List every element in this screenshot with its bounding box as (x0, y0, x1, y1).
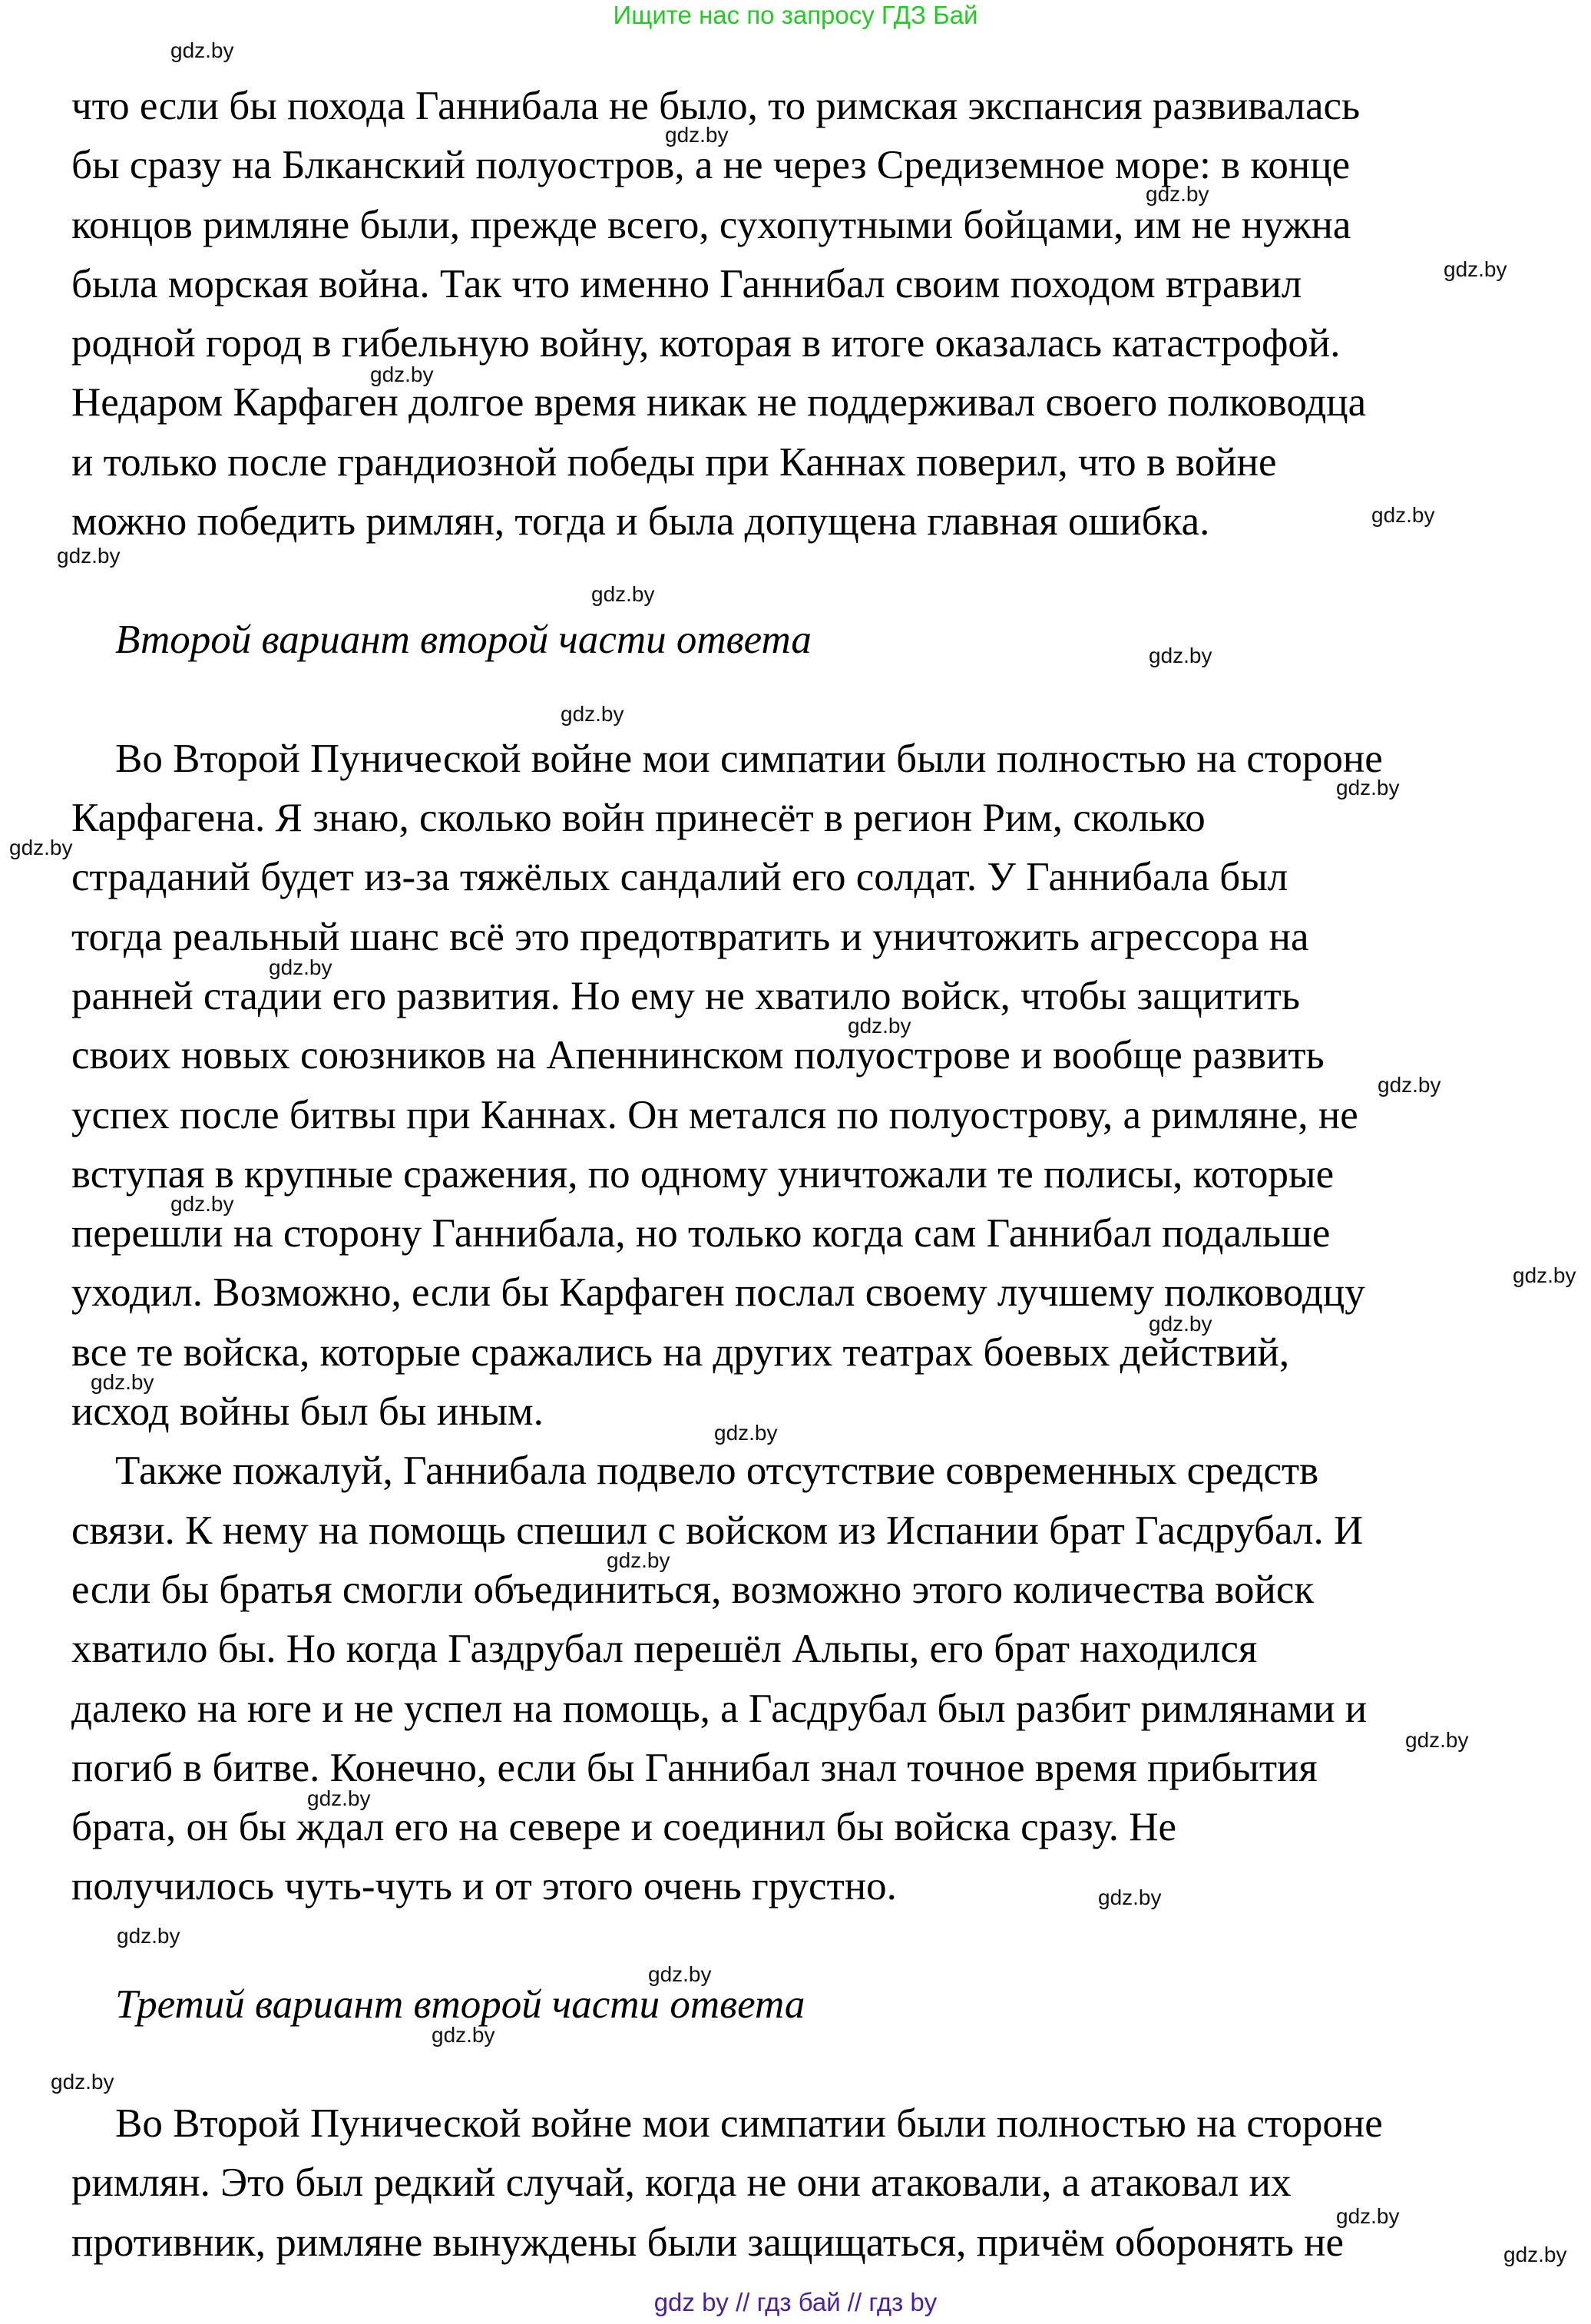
text-line: была морская война. Так что именно Ганнибал своим походом втравил (71, 262, 1302, 306)
watermark: gdz.by (1098, 1885, 1162, 1909)
text-line: перешли на сторону Ганнибала, но только когда сам Ганнибал подальше (71, 1211, 1331, 1256)
text-line: страданий будет из-за тяжёлых сандалий его солдат. У Ганнибала был (71, 855, 1288, 899)
text-line: погиб в битве. Конечно, если бы Ганнибал знал точное время прибытия (71, 1746, 1318, 1790)
text-line: римлян. Это был редкий случай, когда не они атаковали, а атаковал их (71, 2160, 1292, 2205)
watermark: gdz.by (1149, 1312, 1212, 1336)
watermark: gdz.by (170, 1192, 234, 1216)
watermark: gdz.by (1371, 503, 1435, 527)
watermark: gdz.by (269, 955, 332, 979)
watermark: gdz.by (1146, 182, 1209, 206)
text-line: брата, он бы ждал его на севере и соединил бы войска сразу. Не (71, 1805, 1177, 1849)
watermark: gdz.by (370, 363, 434, 386)
watermark: gdz.by (1149, 644, 1212, 667)
watermark: gdz.by (591, 582, 655, 606)
text-line: Во Второй Пунической войне мои симпатии были полностью на стороне (115, 737, 1383, 781)
text-line: тогда реальный шанс всё это предотвратить и уничтожить агрессора на (71, 915, 1309, 959)
watermark: gdz.by (561, 702, 624, 726)
text-line: ранней стадии его развития. Но ему не хватило войск, чтобы защитить (71, 974, 1301, 1018)
watermark: gdz.by (117, 1924, 180, 1948)
text-line: далеко на юге и не успел на помощь, а Гасдрубал был разбит римлянами и (71, 1687, 1368, 1731)
text-line: можно победить римлян, тогда и была допущена главная ошибка. (71, 499, 1210, 544)
text-line: хватило бы. Но когда Газдрубал перешёл Альпы, его брат находился (71, 1627, 1258, 1671)
text-line: если бы братья смогли объединиться, возможно этого количества войск (71, 1568, 1315, 1612)
section-heading-variant-2: Второй вариант второй части ответа (115, 617, 812, 662)
text-line: противник, римляне вынуждены были защищаться, причём оборонять не (71, 2220, 1345, 2265)
watermark: gdz.by (607, 1548, 670, 1572)
watermark: gdz.by (51, 2070, 114, 2094)
text-line: исход войны был бы иным. (71, 1389, 544, 1434)
text-line: Карфагена. Я знаю, сколько войн принесёт в регион Рим, сколько (71, 796, 1206, 840)
watermark: gdz.by (432, 2023, 495, 2047)
text-line: концов римляне были, прежде всего, сухопутными бойцами, им не нужна (71, 203, 1351, 247)
text-line: успех после битвы при Каннах. Он метался по полуострову, а римляне, не (71, 1093, 1358, 1137)
watermark: gdz.by (848, 1014, 911, 1038)
text-line: уходил. Возможно, если бы Карфаген послал своему лучшему полководцу (71, 1270, 1365, 1315)
watermark: gdz.by (1405, 1728, 1469, 1752)
text-line: бы сразу на Блканский полуостров, а не через Средиземное море: в конце (71, 143, 1351, 187)
watermark: gdz.by (57, 544, 121, 568)
watermark: gdz.by (91, 1370, 154, 1394)
section-heading-variant-3: Третий вариант второй части ответа (115, 1982, 805, 2027)
watermark: gdz.by (9, 836, 73, 859)
watermark: gdz.by (307, 1786, 371, 1810)
watermark: gdz.by (1336, 776, 1400, 799)
text-line: родной город в гибельную войну, которая в итоге оказалась катастрофой. (71, 321, 1341, 366)
text-line: что если бы похода Ганнибала не было, то римская экспансия развивалась (71, 84, 1361, 128)
watermark: gdz.by (1378, 1073, 1441, 1097)
text-line: Также пожалуй, Ганнибала подвело отсутствие современных средств (115, 1448, 1319, 1493)
text-line: Во Второй Пунической войне мои симпатии были полностью на стороне (115, 2101, 1383, 2146)
text-line: получилось чуть-чуть и от этого очень грустно. (71, 1864, 897, 1909)
text-line: вступая в крупные сражения, по одному уничтожали те полисы, которые (71, 1152, 1335, 1197)
text-line: и только после грандиозной победы при Каннах поверил, что в войне (71, 440, 1277, 485)
watermark: gdz.by (665, 123, 729, 147)
watermark: gdz.by (1513, 1263, 1576, 1287)
text-line: все те войска, которые сражались на других театрах боевых действий, (71, 1330, 1290, 1375)
watermark: gdz.by (1503, 2243, 1567, 2266)
text-line: своих новых союзников на Апеннинском полуострове и вообще развить (71, 1033, 1325, 1078)
watermark: gdz.by (1336, 2204, 1400, 2228)
watermark: gdz.by (1444, 257, 1507, 281)
watermark: gdz.by (714, 1421, 778, 1445)
text-line: связи. К нему на помощь спешил с войском из Испании брат Гасдрубал. И (71, 1508, 1364, 1553)
search-banner: Ищите нас по запросу ГДЗ Бай (613, 1, 978, 29)
footer-links[interactable]: gdz by // гдз бай // гдз by (653, 2288, 938, 2316)
watermark: gdz.by (170, 38, 234, 62)
text-line: Недаром Карфаген долгое время никак не поддерживал своего полководца (71, 380, 1367, 425)
watermark: gdz.by (648, 1962, 712, 1986)
